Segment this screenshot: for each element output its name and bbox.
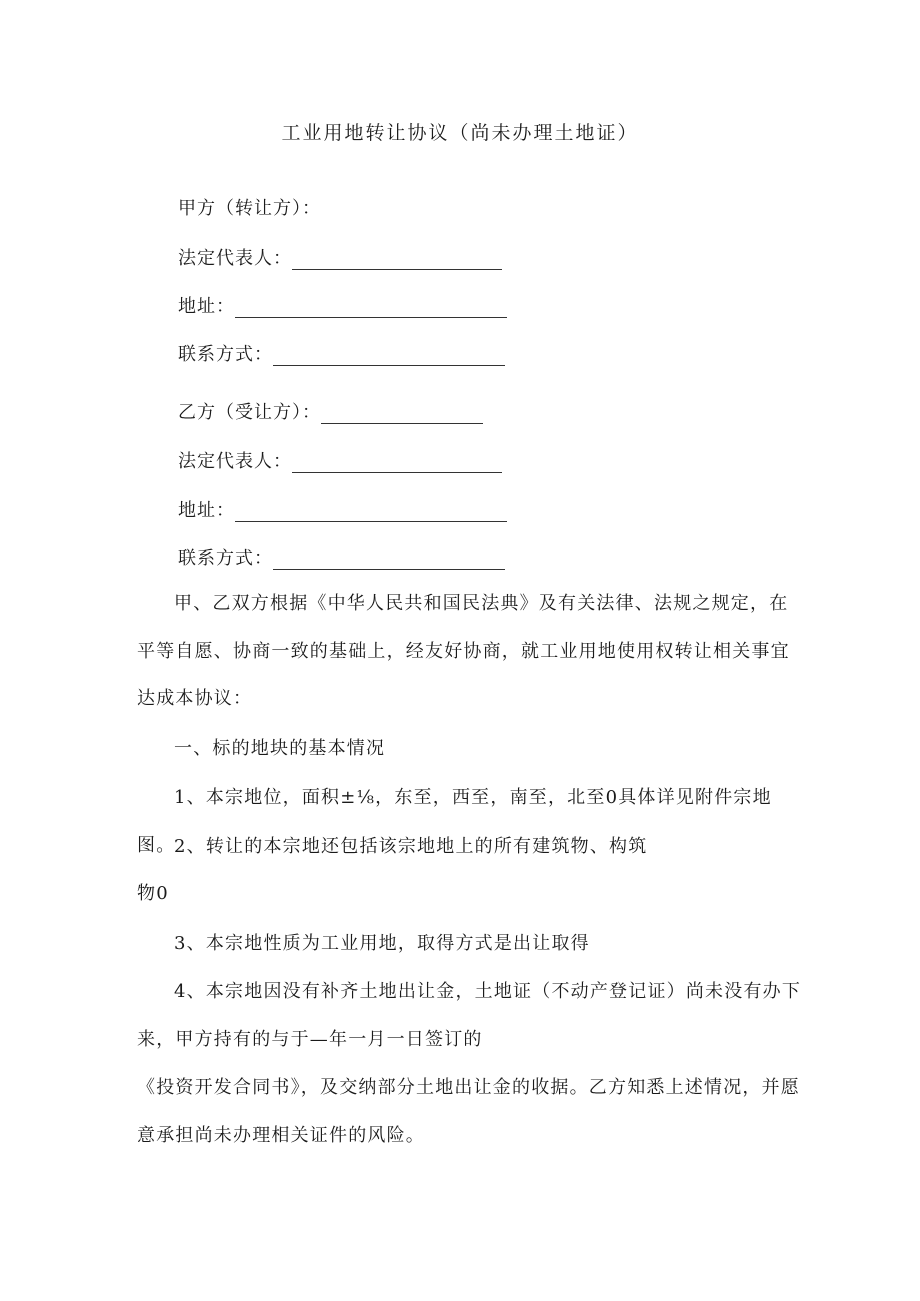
party-a-heading: [178, 194, 321, 220]
party-a-rep-label: 法定代表人：: [178, 248, 292, 269]
party-b-contact-field[interactable]: [273, 551, 505, 570]
party-a-rep-field[interactable]: [292, 251, 502, 270]
section-1-item-3: 3、本宗地性质为工业用地，取得方式是出让取得: [174, 933, 590, 954]
document-title: 工业用地转让协议（尚未办理土地证）: [281, 122, 639, 144]
party-b-contact-row: [178, 544, 505, 570]
party-a-rep-row: [178, 244, 502, 270]
party-b-address-field[interactable]: [235, 503, 507, 522]
party-b-contact-label: 联系方式：: [178, 548, 273, 569]
party-b-rep-field[interactable]: [292, 454, 502, 473]
intro-paragraph: 甲、乙双方根据《中华人民共和国民法典》及有关法律、法规之规定，在平等自愿、协商一致的基础上，经友好协商，就工业用地使用权转让相关事宜达成本协议：: [137, 593, 790, 709]
section-1-item-4-continued: 《投资开发合同书》，及交纳部分土地出让金的收据。乙方知悉上述情况，并愿意承担尚未办理相关证件的风险。: [137, 1077, 800, 1146]
party-a-address-row: [178, 292, 507, 318]
party-b-address-label: 地址：: [178, 500, 235, 521]
party-a-heading-label: 甲方（转让方）：: [178, 198, 321, 219]
section-1-heading: 一、标的地块的基本情况: [174, 738, 386, 759]
party-b-rep-row: [178, 447, 502, 473]
section-1-item-2: 2、转让的本宗地还包括该宗地地上的所有建筑物、构筑: [174, 836, 648, 857]
party-a-contact-field[interactable]: [273, 347, 505, 366]
party-a-contact-label: 联系方式：: [178, 344, 273, 365]
section-1-item-4: 4、本宗地因没有补齐土地出让金，土地证（不动产登记证）尚未没有办下来，甲方持有的与于—年一月一日签订的: [137, 981, 802, 1050]
party-b-address-row: [178, 496, 507, 522]
section-1-item-1: 1、本宗地位，面积±⅛，东至，西至，南至，北至0具体详见附件宗地图。: [137, 787, 772, 856]
party-b-name-field[interactable]: [321, 405, 483, 424]
party-b-rep-label: 法定代表人：: [178, 451, 292, 472]
party-a-contact-row: [178, 340, 505, 366]
party-b-heading-label: 乙方（受让方）：: [178, 402, 321, 423]
party-b-heading: [178, 398, 483, 424]
party-a-address-label: 地址：: [178, 296, 235, 317]
party-a-address-field[interactable]: [235, 299, 507, 318]
section-1-item-2-continued: 物0: [137, 883, 169, 904]
